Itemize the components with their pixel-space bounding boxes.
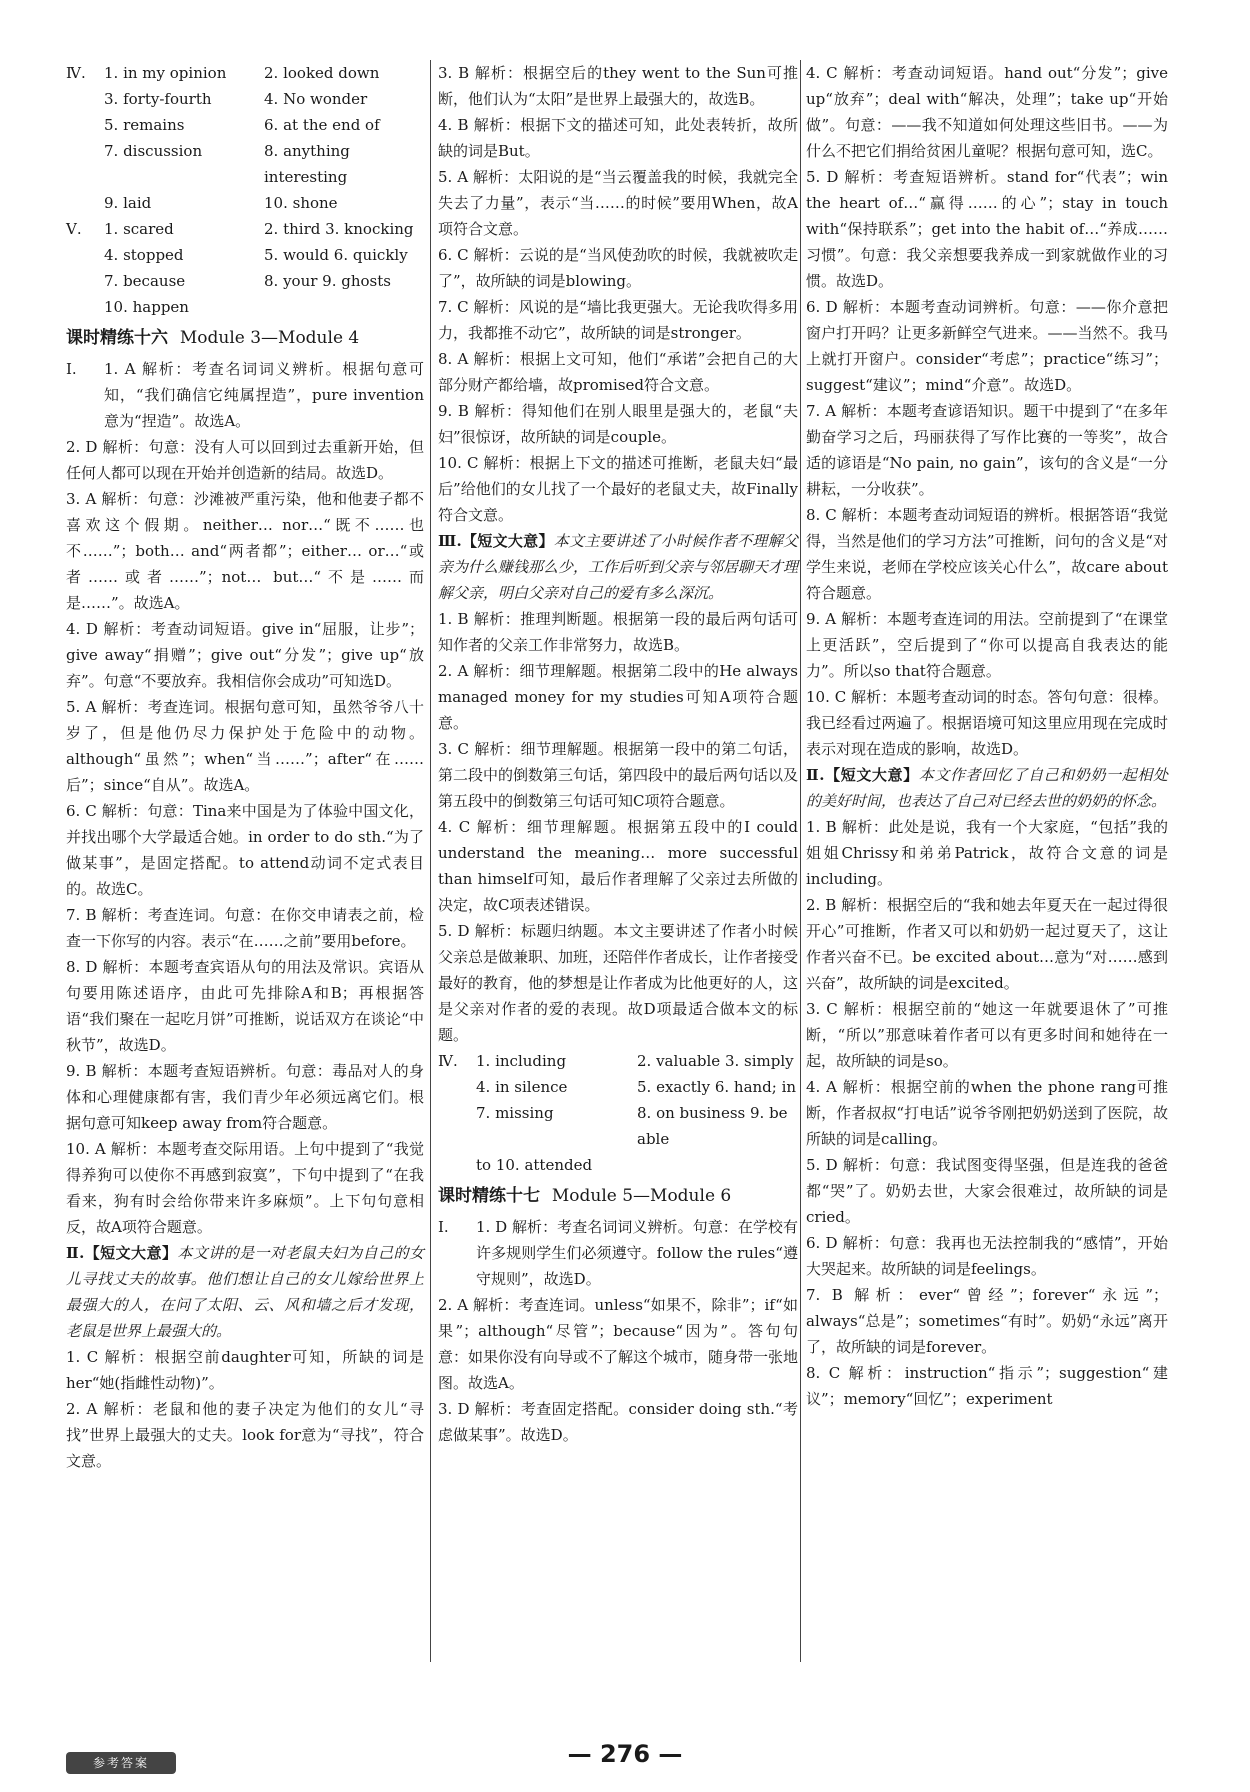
answer-item: 5. D 解析：标题归纳题。本文主要讲述了作者小时候父亲总是做兼职、加班，还陪伴作者成长，让作者接受最好的教育，他的梦想是让作者成为比他更好的人，这是父亲对作者的爱的表现。故D项最适合做本文的标题。 <box>438 922 799 1044</box>
answer-item: Ⅰ. 1. A 解析：考查名词词义辨析。根据句意可知，“我们确信它纯属捏造”，pure invention意为“捏造”。故选A。 <box>66 360 424 430</box>
answer-item: 7. C 解析：风说的是“墙比我更强大。无论我吹得多用力，我都推不动它”，故所缺的词是stronger。 <box>438 298 798 342</box>
section-4-answers: Ⅳ. 1. in my opinion 2. looked down 3. forty-fourth 4. No wonder 5. remains 6. at the end of 7. discussion 8. anything interesting 9. laid 10. shone <box>66 64 380 212</box>
column-left <box>66 60 424 1672</box>
section-5-answers: Ⅴ. 1. scared 2. third 3. knocking 4. stopped 5. would 6. quickly 7. because 8. your 9. ghosts 10. happen <box>66 220 414 316</box>
answer-key-badge: 参考答案 <box>66 1752 176 1774</box>
answer-item: 1. B 解析：推理判断题。根据第一段的最后两句话可知作者的父亲工作非常努力，故选B。 <box>438 610 798 654</box>
answer-item: 2. A 解析：细节理解题。根据第二段中的He always managed money for my studies可知A项符合题意。 <box>438 662 798 732</box>
answer-item: 9. A 解析：本题考查连词的用法。空前提到了“在课堂上更活跃”，空后提到了“你可以提高自我表达的能力”。所以so that符合题意。 <box>806 610 1168 680</box>
answer-item: 6. D 解析：句意：我再也无法控制我的“感情”，开始大哭起来。故所缺的词是feelings。 <box>806 1234 1168 1278</box>
passage-summary: Ⅲ.【短文大意】本文主要讲述了小时候作者不理解父亲为什么赚钱那么少，工作后听到父亲与邻居聊天才理解父亲，明白父亲对自己的爱有多么深沉。 <box>438 532 799 602</box>
passage-summary: Ⅱ.【短文大意】本文讲的是一对老鼠夫妇为自己的女儿寻找丈夫的故事。他们想让自己的女儿嫁给世界上最强大的人，在问了太阳、云、风和墙之后才发现，老鼠是世界上最强大的。 <box>66 1244 424 1340</box>
answer-item: 9. B 解析：本题考查短语辨析。句意：毒品对人的身体和心理健康都有害，我们青少年必须远离它们。根据句意可知keep away from符合题意。 <box>66 1062 424 1132</box>
answer-item: 3. C 解析：根据空前的“她这一年就要退休了”可推断，“所以”那意味着作者可以有更多时间和她待在一起，故所缺的词是so。 <box>806 1000 1168 1070</box>
answer-item: 10. A 解析：本题考查交际用语。上句中提到了“我觉得养狗可以使你不再感到寂寞”，下句中提到了“在我看来，狗有时会给你带来许多麻烦”。上下句句意相反，故A项符合题意。 <box>66 1140 424 1236</box>
answer-item: Ⅰ. 1. D 解析：考查名词词义辨析。句意：在学校有许多规则学生们必须遵守。follow the rules“遵守规则”，故选D。 <box>438 1218 798 1288</box>
answer-item: 3. D 解析：考查固定搭配。consider doing sth.“考虑做某事”。故选D。 <box>438 1400 798 1444</box>
answer-item: 7. B 解析：ever“曾经”；forever“永远”；always“总是”；sometimes“有时”。奶奶“永远”离开了，故所缺的词是forever。 <box>806 1286 1168 1356</box>
answer-item: 3. A 解析：句意：沙滩被严重污染，他和他妻子都不喜欢这个假期。neither… nor…“既不……也不……”；both… and“两者都”；either… or…“或者……或者……”；not… but…“不是……而是……”。故选A。 <box>66 490 424 612</box>
answer-item: 2. A 解析：考查连词。unless“如果不，除非”；if“如果”；although“尽管”；because“因为”。答句句意：如果你没有向导或不了解这个城市，随身带一张地图。故选A。 <box>438 1296 799 1392</box>
answer-item: 3. C 解析：细节理解题。根据第一段中的第二句话，第二段中的倒数第三句话，第四段中的最后两句话以及第五段中的倒数第三句话可知C项符合题意。 <box>438 740 799 810</box>
section-4-answers: Ⅳ. 1. including 2. valuable 3. simply 4. in silence 5. exactly 6. hand; in 7. missing 8. on business 9. be able to 10. attended <box>438 1052 797 1174</box>
answer-item: 2. B 解析：根据空后的“我和她去年夏天在一起过得很开心”可推断，作者又可以和奶奶一起过夏天了，这让作者兴奋不已。be excited about…意为“对……感到兴奋”，故所缺的词是excited。 <box>806 896 1168 992</box>
answer-item: 6. D 解析：本题考查动词辨析。句意：——你介意把窗户打开吗？让更多新鲜空气进来。——当然不。我马上就打开窗户。consider“考虑”；practice“练习”；suggest“建议”；mind“介意”。故选D。 <box>806 298 1168 394</box>
answer-item: 5. A 解析：太阳说的是“当云覆盖我的时候，我就完全失去了力量”，表示“当……的时候”要用When，故A项符合文意。 <box>438 168 798 238</box>
answer-item: 2. D 解析：句意：没有人可以回到过去重新开始，但任何人都可以现在开始并创造新的结局。故选D。 <box>66 438 424 482</box>
column-divider <box>430 60 431 1662</box>
answer-item: 10. C 解析：根据上下文的描述可推断，老鼠夫妇“最后”给他们的女儿找了一个最好的老鼠丈夫，故Finally符合文意。 <box>438 454 798 524</box>
answer-item: 4. A 解析：根据空前的when the phone rang可推断，作者叔叔“打电话”说爷爷刚把奶奶送到了医院，故所缺的词是calling。 <box>806 1078 1168 1148</box>
answer-item: 5. D 解析：句意：我试图变得坚强，但是连我的爸爸都“哭”了。奶奶去世，大家会很难过，故所缺的词是cried。 <box>806 1156 1168 1226</box>
answer-item: 4. C 解析：细节理解题。根据第五段中的I could understand the meaning… more successful than himself可知，最后作者理解了父亲过去所做的决定，故C项表述错误。 <box>438 818 798 914</box>
answer-item: 2. A 解析：老鼠和他的妻子决定为他们的女儿“寻找”世界上最强大的丈夫。look for意为“寻找”，符合文意。 <box>66 1400 424 1470</box>
answer-item: 8. D 解析：本题考查宾语从句的用法及常识。宾语从句要用陈述语序，由此可先排除A和B；再根据答语“我们聚在一起吃月饼”可推断，说话双方在谈论“中秋节”，故选D。 <box>66 958 424 1054</box>
answer-item: 8. C 解析：instruction“指示”；suggestion“建议”；memory“回忆”；experiment <box>806 1364 1168 1408</box>
column-right <box>806 60 1168 1672</box>
answer-item: 3. B 解析：根据空后的they went to the Sun可推断，他们认为“太阳”是世界上最强大的，故选B。 <box>438 64 798 108</box>
answer-item: 4. D 解析：考查动词短语。give in“屈服，让步”；give away“捐赠”；give out“分发”；give up“放弃”。句意“不要放弃。我相信你会成功”可知选D。 <box>66 620 424 690</box>
passage-summary: Ⅱ.【短文大意】本文作者回忆了自己和奶奶一起相处的美好时间，也表达了自己对已经去世的奶奶的怀念。 <box>806 766 1168 810</box>
answer-item: 4. B 解析：根据下文的描述可知，此处表转折，故所缺的词是But。 <box>438 116 798 160</box>
lesson-heading: 课时精练十六 Module 3—Module 4 <box>66 328 360 348</box>
answer-item: 1. B 解析：此处是说，我有一个大家庭，“包括”我的姐姐Chrissy和弟弟Patrick，故符合文意的词是including。 <box>806 818 1168 888</box>
answer-item: 7. B 解析：考查连词。句意：在你交申请表之前，检查一下你写的内容。表示“在……之前”要用before。 <box>66 906 424 950</box>
column-middle <box>438 60 798 1672</box>
column-divider <box>800 60 801 1662</box>
answer-item: 8. C 解析：本题考查动词短语的辨析。根据答语“我觉得，当然是他们的学习方法”可推断，问句的含义是“对学生来说，老师在学校应该关心什么”，故care about符合题意。 <box>806 506 1168 602</box>
answer-item: 10. C 解析：本题考查动词的时态。答句句意：很棒。我已经看过两遍了。根据语境可知这里应用现在完成时表示对现在造成的影响，故选D。 <box>806 688 1168 758</box>
answer-item: 6. C 解析：句意：Tina来中国是为了体验中国文化，并找出哪个大学最适合她。in order to do sth.“为了做某事”，是固定搭配。to attend动词不定式表目的。故选C。 <box>66 802 424 898</box>
answer-item: 6. C 解析：云说的是“当风使劲吹的时候，我就被吹走了”，故所缺的词是blowing。 <box>438 246 798 290</box>
answer-item: 1. C 解析：根据空前daughter可知，所缺的词是her“她(指雌性动物)”。 <box>66 1348 424 1392</box>
answer-item: 5. D 解析：考查短语辨析。stand for“代表”；win the heart of…“赢得……的心”；stay in touch with“保持联系”；get into the habit of…“养成……习惯”。句意：我父亲想要我养成一到家就做作业的习惯。故选D。 <box>806 168 1168 290</box>
answer-item: 7. A 解析：本题考查谚语知识。题干中提到了“在多年勤奋学习之后，玛丽获得了写作比赛的一等奖”，故合适的谚语是“No pain, no gain”，该句的含义是“一分耕耘，一分收获”。 <box>806 402 1168 498</box>
answer-item: 9. B 解析：得知他们在别人眼里是强大的，老鼠“夫妇”很惊讶，故所缺的词是couple。 <box>438 402 798 446</box>
page-number: — 276 — <box>567 1740 683 1768</box>
lesson-heading: 课时精练十七 Module 5—Module 6 <box>438 1186 732 1206</box>
answer-item: 8. A 解析：根据上文可知，他们“承诺”会把自己的大部分财产都给墙，故promised符合文意。 <box>438 350 798 394</box>
answer-item: 4. C 解析：考查动词短语。hand out“分发”；give up“放弃”；deal with“解决，处理”；take up“开始做”。句意：——我不知道如何处理这些旧书。——为什么不把它们捐给贫困儿童呢？根据句意可知，选C。 <box>806 64 1168 160</box>
answer-item: 5. A 解析：考查连词。根据句意可知，虽然爷爷八十岁了，但是他仍尽力保护处于危险中的动物。although“虽然”；when“当……”；after“在……后”；since“自从”。故选A。 <box>66 698 424 794</box>
